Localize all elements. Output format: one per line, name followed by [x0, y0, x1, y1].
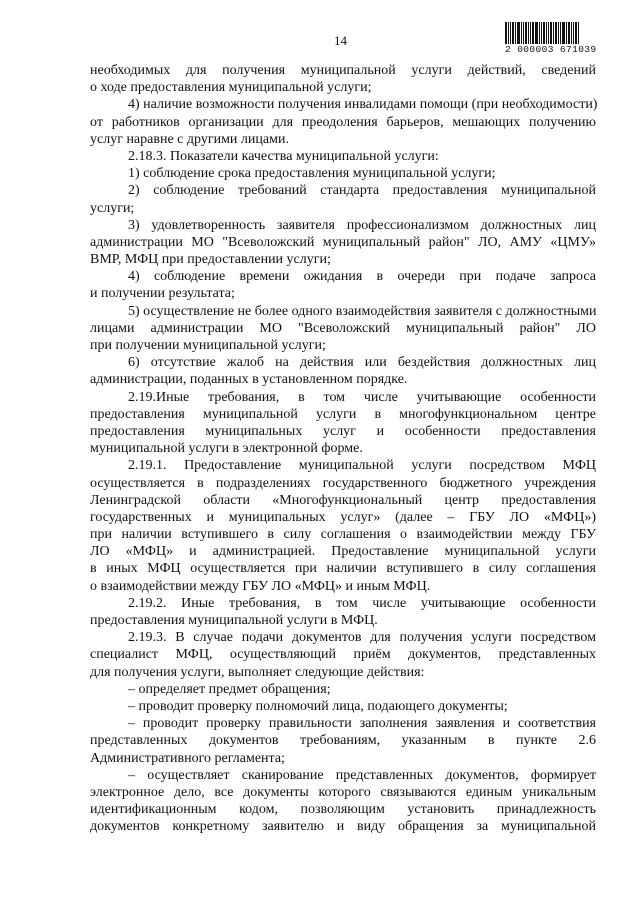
text-line: услуги; [90, 200, 135, 216]
barcode-bar [543, 22, 545, 44]
text-line: предоставления муниципальной услуги в многофункциональном центре [90, 406, 596, 422]
text-line: ВМР, МФЦ при предоставлении услуги; [90, 252, 331, 268]
text-line: администрации МО "Всеволожский муниципальный район" ЛО, АМУ «ЦМУ» [90, 234, 596, 250]
text-line: необходимых для получения муниципальной услуги действий, сведений [90, 63, 596, 78]
barcode-bar [571, 22, 572, 44]
text-line: при наличии вступившего в силу соглашения о взаимодействии между ГБУ [90, 527, 596, 543]
text-line: осуществляется в подразделениях государственного бюджетного учреждения [90, 475, 596, 491]
barcode-bar [553, 22, 554, 44]
text-line: о взаимодействии между ГБУ ЛО «МФЦ» и иным МФЦ. [90, 578, 431, 594]
text-line: при получении муниципальной услуги; [90, 338, 326, 353]
barcode-bar [548, 22, 549, 44]
text-line: от работников организации для преодоления барьеров, мешающих получению [90, 114, 596, 130]
barcode-bar [525, 22, 527, 44]
barcode-bar [505, 22, 507, 44]
barcode-bar [528, 22, 529, 44]
barcode-bar [530, 22, 531, 44]
text-line: лицами администрации МО "Всеволожский муниципальный район" ЛО [90, 320, 596, 336]
text-line: 2.19.2. Иные требования, в том числе учитывающие особенности [128, 595, 596, 611]
barcode-bar [510, 22, 511, 44]
text-line: муниципальной услуги в электронной форме. [90, 441, 363, 457]
text-line: 6) отсутствие жалоб на действия или бездействия должностных лиц [128, 355, 596, 371]
text-line: идентификационным кодом, позволяющим установить принадлежность [90, 802, 596, 818]
text-line: 3) удовлетворенность заявителя профессионализмом должностных лиц [128, 217, 596, 233]
text-line: – осуществляет сканирование представленных документов, формирует [128, 767, 596, 783]
text-line: услуг наравне с другими лицами. [90, 131, 289, 147]
barcode [505, 22, 597, 56]
barcode-bar [512, 22, 514, 44]
text-line: специалист МФЦ, осуществляющий приём документов, представленных [90, 647, 596, 663]
text-line: – проводит проверку полномочий лица, подающего документы; [128, 698, 508, 714]
text-line: 2.19.3. В случае подачи документов для получения услуги посредством [128, 630, 596, 646]
text-line: о ходе предоставления муниципальной услуги; [90, 80, 372, 96]
barcode-bar [562, 22, 565, 44]
text-line: 2.18.3. Показатели качества муниципальной услуги: [128, 148, 439, 164]
text-line: для получения услуги, выполняет следующие действия: [90, 664, 425, 680]
text-line: в иных МФЦ осуществляется при наличии вступившего в силу соглашения [90, 561, 596, 577]
text-line: Ленинградской области «Многофункциональный центр предоставления [90, 492, 596, 508]
text-line: – определяет предмет обращения; [128, 681, 331, 697]
barcode-bar [550, 22, 552, 44]
text-line: Административного регламента; [90, 750, 285, 766]
text-line: и получении результата; [90, 286, 235, 302]
barcode-bar [535, 22, 538, 44]
barcode-bar [521, 22, 522, 44]
barcode-bar [575, 22, 577, 44]
text-line: государственных и муниципальных услуг» (далее – ГБУ ЛО «МФЦ») [90, 509, 596, 525]
barcode-bars [505, 22, 597, 44]
barcode-bar [566, 22, 567, 44]
text-line: представленных документов требованиям, указанным в пункте 2.6 [90, 733, 596, 749]
text-line: документов конкретному заявителю и виду обращения за муниципальной [90, 819, 596, 835]
barcode-bar [517, 22, 520, 44]
barcode-bar [555, 22, 557, 44]
barcode-bar [541, 22, 542, 44]
text-line: предоставления муниципальной услуги в МФЦ. [90, 613, 378, 628]
barcode-bar [508, 22, 509, 44]
text-line: предоставления муниципальных услуг и особенности предоставления [90, 423, 596, 439]
barcode-bar [539, 22, 540, 44]
barcode-number: 2 000003 671039 [505, 44, 597, 55]
text-line: 2) соблюдение требований стандарта предоставления муниципальной [128, 183, 596, 199]
text-line: ЛО «МФЦ» и администрацией. Предоставление муниципальной услуги [90, 544, 596, 560]
barcode-bar [578, 22, 579, 44]
barcode-bar [558, 22, 559, 44]
barcode-bar [560, 22, 561, 44]
text-line: электронное дело, все документы которого связываются единым уникальным [90, 784, 596, 800]
page-number: 14 [334, 33, 347, 48]
text-line: 2.19.1. Предоставление муниципальной услуги посредством МФЦ [128, 458, 596, 474]
text-line: 1) соблюдение срока предоставления муниципальной услуги; [128, 166, 496, 182]
text-line: 5) осуществление не более одного взаимодействия заявителя с должностными [128, 303, 597, 319]
text-line: – проводит проверку правильности заполнения заявления и соответствия [128, 716, 596, 732]
text-line: 4) наличие возможности получения инвалидами помощи (при необходимости) [128, 97, 598, 113]
barcode-bar [515, 22, 516, 44]
barcode-bar [573, 22, 574, 44]
text-line: администрации, поданных в установленном порядке. [90, 372, 408, 388]
document-body [90, 62, 596, 835]
text-line: 2.19.Иные требования, в том числе учитывающие особенности [128, 389, 596, 405]
barcode-bar [568, 22, 570, 44]
barcode-bar [546, 22, 547, 44]
text-line: 4) соблюдение времени ожидания в очереди при подаче запроса [128, 269, 596, 285]
barcode-bar [532, 22, 534, 44]
barcode-bar [523, 22, 524, 44]
